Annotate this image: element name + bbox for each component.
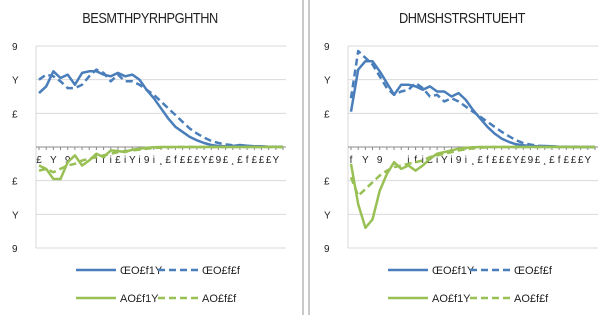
x-tick-label-left-6: ¸	[80, 155, 84, 166]
y-tick-label-right-1: Y	[324, 75, 331, 87]
x-tick-label-left-17: ¸	[159, 155, 163, 166]
series-line-left-0	[39, 71, 283, 146]
y-tick-label-left-6: 9	[12, 244, 18, 255]
legend-label-left-2: AO£f1Y	[120, 293, 159, 305]
x-tick-label-right-11: £	[427, 155, 433, 166]
x-tick-label-left-15: 9	[143, 155, 150, 166]
y-tick-label-left-2: £	[12, 109, 18, 121]
chart-svg-right	[312, 0, 612, 315]
x-tick-label-right-26: £	[534, 155, 541, 166]
legend-label-right-0: ŒO£f1Y	[432, 265, 475, 277]
x-tick-label-left-12: i	[124, 155, 127, 166]
x-tick-label-right-19: f	[485, 155, 489, 166]
y-tick-label-right-2: £	[324, 109, 330, 121]
x-tick-label-right-14: i	[450, 155, 453, 166]
x-tick-label-right-18: £	[477, 155, 483, 166]
x-tick-label-right-12: i	[436, 155, 439, 166]
y-tick-label-right-4: £	[324, 176, 330, 188]
y-tick-label-right-0: 9	[324, 42, 330, 53]
x-tick-label-right-20: £	[491, 155, 498, 166]
x-tick-label-right-9: f	[414, 155, 417, 166]
x-tick-label-right-23: Y	[512, 155, 520, 166]
x-tick-label-right-27: ¸	[543, 155, 547, 166]
y-tick-label-left-5: Y	[12, 210, 19, 222]
x-tick-label-left-11: £	[115, 155, 121, 166]
series-line-right-1	[351, 51, 595, 147]
legend-label-left-0: ŒO£f1Y	[120, 265, 163, 277]
x-tick-label-left-23: Y	[200, 155, 208, 166]
x-tick-label-left-8: i	[95, 155, 98, 166]
x-tick-label-right-29: f	[557, 155, 561, 166]
x-tick-label-left-32: £	[265, 155, 272, 166]
chart-panel-right	[312, 0, 612, 315]
x-tick-label-left-16: i	[152, 155, 155, 166]
x-tick-label-left-24: £	[208, 155, 215, 166]
x-tick-label-right-16: i	[464, 155, 467, 166]
x-tick-label-right-13: Y	[440, 155, 448, 166]
x-tick-label-right-32: £	[577, 155, 584, 166]
x-tick-label-right-15: 9	[455, 155, 462, 166]
x-tick-label-right-31: £	[570, 155, 577, 166]
x-tick-label-left-19: f	[173, 155, 177, 166]
panel-divider-right	[308, 0, 310, 315]
y-tick-label-left-1: Y	[12, 75, 19, 87]
x-tick-label-left-25: 9	[215, 155, 222, 166]
x-tick-label-right-22: £	[506, 155, 512, 166]
x-tick-label-right-28: £	[549, 155, 555, 166]
x-tick-label-left-14: i	[138, 155, 141, 166]
x-tick-label-left-0: £	[36, 155, 42, 166]
chart-title-left: BESMTHPYRHPGHTHN	[82, 10, 218, 27]
chart-panel-left	[0, 0, 300, 315]
x-tick-label-right-0: f	[349, 155, 353, 166]
x-tick-label-right-8: i	[407, 155, 410, 166]
chart-svg-left	[0, 0, 300, 315]
x-tick-label-right-25: 9	[527, 155, 534, 166]
x-tick-label-right-4: 9	[376, 155, 383, 166]
x-tick-label-left-30: £	[251, 155, 258, 166]
x-tick-label-left-20: £	[179, 155, 186, 166]
x-tick-label-left-21: £	[186, 155, 193, 166]
legend-label-right-3: AO£f£f	[514, 293, 549, 305]
x-tick-label-left-2: Y	[50, 155, 57, 166]
x-tick-label-left-29: f	[245, 155, 249, 166]
x-tick-label-right-2: Y	[362, 155, 369, 166]
x-tick-label-left-10: i	[109, 155, 112, 166]
x-tick-label-right-17: ¸	[471, 155, 475, 166]
x-tick-label-right-10: i	[421, 155, 424, 166]
x-tick-label-right-6: ¸	[392, 155, 396, 166]
x-tick-label-right-24: £	[520, 155, 527, 166]
x-tick-label-left-9: f	[102, 155, 105, 166]
y-tick-label-right-6: 9	[324, 244, 330, 255]
x-tick-label-right-30: £	[563, 155, 570, 166]
legend-label-right-1: ŒO£f£f	[514, 265, 552, 277]
x-tick-label-left-31: £	[258, 155, 265, 166]
x-tick-label-left-28: £	[237, 155, 243, 166]
legend-label-left-1: ŒO£f£f	[202, 265, 240, 277]
legend-label-left-3: AO£f£f	[202, 293, 237, 305]
x-tick-label-right-21: £	[498, 155, 505, 166]
x-tick-label-left-33: Y	[272, 155, 280, 166]
x-tick-label-left-18: £	[165, 155, 171, 166]
x-tick-label-left-13: Y	[128, 155, 136, 166]
x-tick-label-left-27: ¸	[231, 155, 235, 166]
x-tick-label-left-4: 9	[64, 155, 71, 166]
legend-label-right-2: AO£f1Y	[432, 293, 471, 305]
series-line-right-0	[351, 61, 595, 147]
y-tick-label-right-5: Y	[324, 210, 331, 222]
chart-title-right: DHMSHSTRSHTUEHT	[398, 10, 526, 27]
x-tick-label-left-26: £	[222, 155, 229, 166]
panel-divider-left	[302, 0, 304, 315]
y-tick-label-left-4: £	[12, 176, 18, 188]
y-tick-label-left-0: 9	[12, 42, 18, 53]
x-tick-label-right-33: Y	[584, 155, 592, 166]
x-tick-label-left-22: £	[194, 155, 200, 166]
